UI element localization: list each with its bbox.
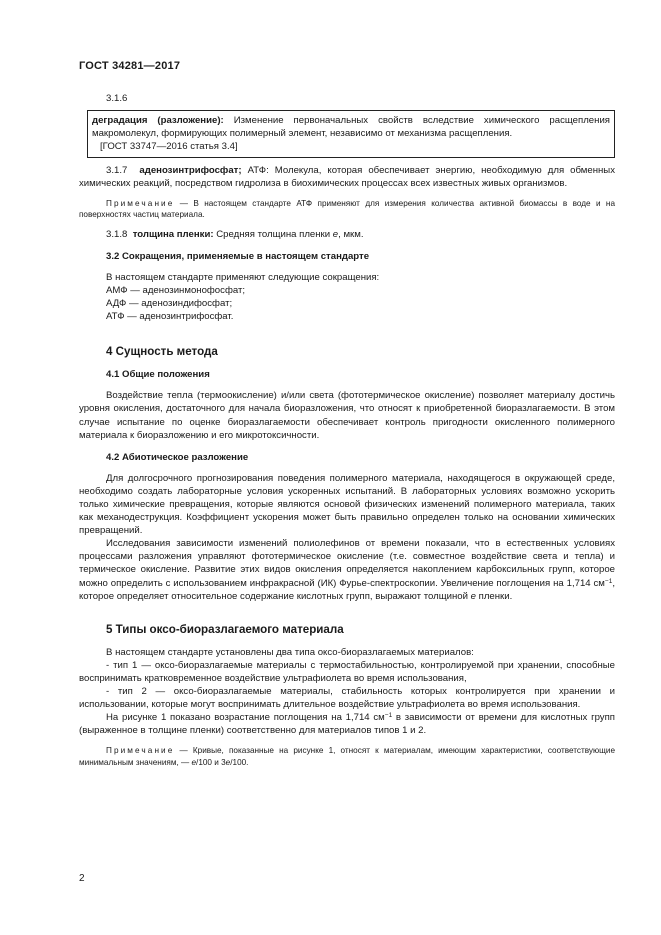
- paragraph-text: в зависимости от времени для кислотных групп (выраженное в толщине пленки) соответственно для материалов типов 1 и 2.: [79, 712, 615, 737]
- section-3-1-6-number: 3.1.6: [106, 93, 128, 104]
- abbreviation-item: АТФ — аденозинтрифосфат.: [106, 311, 234, 323]
- heading-4-2: 4.2 Абиотическое разложение: [106, 451, 249, 463]
- note-text: /100.: [230, 757, 249, 767]
- term-atp: аденозинтрифосфат;: [139, 165, 242, 177]
- heading-4-1: 4.1 Общие положения: [106, 369, 210, 381]
- definition-degradation: [92, 114, 610, 140]
- term-degradation: деградация (разложение):: [92, 115, 224, 127]
- section-3-1-7: [79, 164, 615, 190]
- variable-e: e: [225, 757, 231, 767]
- section-3-1-7-number: 3.1.7: [106, 165, 128, 177]
- heading-4: 4 Сущность метода: [106, 345, 218, 359]
- heading-3-2: 3.2 Сокращения, применяемые в настоящем стандарте: [106, 250, 370, 262]
- document-body: [79, 90, 615, 768]
- abbreviation-item: АДФ — аденозиндифосфат;: [106, 297, 233, 309]
- paragraph-type-1: - тип 1 — оксо-биоразлагаемые материалы с термостабильностью, контролируемой при хранении, способные воспринимать кратковременное воздействие ультрафиолета во время использования,: [79, 659, 615, 684]
- definition-atp-text: АТФ: Молекула, которая обеспечивает энергию, необходимую для обменных химических реакций, посредством гидролиза в биохимических процессах всех известных живых организмов.: [79, 165, 615, 190]
- definition-box: [87, 110, 615, 158]
- note-label: Примечание: [106, 746, 175, 756]
- paragraph-4-1: Воздействие тепла (термоокисление) и/или света (фототермическое окисление) позволяет материалу достичь уровня окисления, достаточного для начала биоразложения, что относят к приобретенной биоразлагаемости. В этом случае испытание по оценке биоразлагаемости обеспечивает контроль пригодности окисленного полимерного материала к биоразложению и его микротоксичности.: [79, 390, 615, 441]
- definition-degradation-text: Изменение первоначальных свойств вследствие химического расщепления макромолекул, формирующих полимерный элемент, независимо от механизма расщепления.: [92, 115, 610, 140]
- abbreviation-item: АМФ — аденозинмонофосфат;: [106, 284, 246, 296]
- variable-e: e: [191, 757, 197, 767]
- note-figure: [79, 745, 615, 768]
- page-number: 2: [79, 873, 85, 884]
- note-text: /100 и 3: [196, 757, 226, 767]
- paragraph-text: пленки.: [475, 590, 513, 602]
- definition-reference: [ГОСТ 33747—2016 статья 3.4]: [100, 141, 238, 153]
- paragraph-text: Исследования зависимости изменений полиолефинов от времени показали, что в естественных условиях процессами разложения управляют фототермическое окисление (т.е. совместное воздействие света и тепла) и термическое окисление. Развитие этих видов окисления определяется накоплением карбоксильных групп, которое можно определить с использованием инфракрасной (ИК) Фурье-спектроскопии. Увеличение поглощения на 1,714 см: [79, 538, 615, 589]
- paragraph-5-1: В настоящем стандарте установлены два типа оксо-биоразлагаемых материалов:: [106, 646, 474, 658]
- note-atp: [79, 198, 615, 221]
- superscript: −1: [604, 577, 613, 585]
- paragraph-type-2: - тип 2 — оксо-биоразлагаемые материалы, стабильность которых контролируется при хранении и использовании, которые могут воспринимать длительное воздействие ультрафиолета во время использования.: [79, 686, 615, 711]
- superscript: −1: [384, 712, 393, 720]
- paragraph-figure-ref: [79, 711, 615, 737]
- abbreviations-intro: В настоящем стандарте применяют следующие сокращения:: [106, 271, 380, 283]
- paragraph-4-2-1: Для долгосрочного прогнозирования поведения полимерного материала, находящегося в окружающей среде, необходимо создать лабораторные условия ускоренных испытаний. В лабораторных условиях возможно ускорить только химические превращения, которые являются основой физических изменений полимерного материала, таких как механодеструкция. Коэффициент ускорения может быть правильно определен только на основании химических превращений.: [79, 472, 615, 537]
- note-text: — В настоящем стандарте АТФ применяют для измерения количества активной биомассы в воде и на поверхностях частиц материала.: [79, 198, 615, 220]
- variable-e: e: [332, 228, 339, 240]
- note-label: Примечание: [106, 198, 175, 208]
- definition-film-unit: , мкм.: [338, 228, 364, 240]
- term-film-thickness: толщина пленки:: [132, 228, 214, 240]
- paragraph-text: , которое определяет относительное содержание кислотных групп, выражают толщиной: [79, 577, 615, 602]
- section-3-1-8: [79, 228, 615, 241]
- paragraph-4-2-2: [79, 537, 615, 602]
- paragraph-text: На рисунке 1 показано возрастание поглощения на 1,714 см: [106, 712, 385, 724]
- definition-film-text: Средняя толщина пленки: [213, 228, 333, 240]
- section-3-1-8-number: 3.1.8: [106, 228, 128, 240]
- variable-e: e: [470, 590, 476, 602]
- note-text: — Кривые, показанные на рисунке 1, относят к материалам, имеющим характеристики, соответствующие минимальным значениям, —: [79, 746, 615, 767]
- document-header: ГОСТ 34281—2017: [79, 60, 181, 72]
- heading-5: 5 Типы оксо-биоразлагаемого материала: [106, 622, 344, 636]
